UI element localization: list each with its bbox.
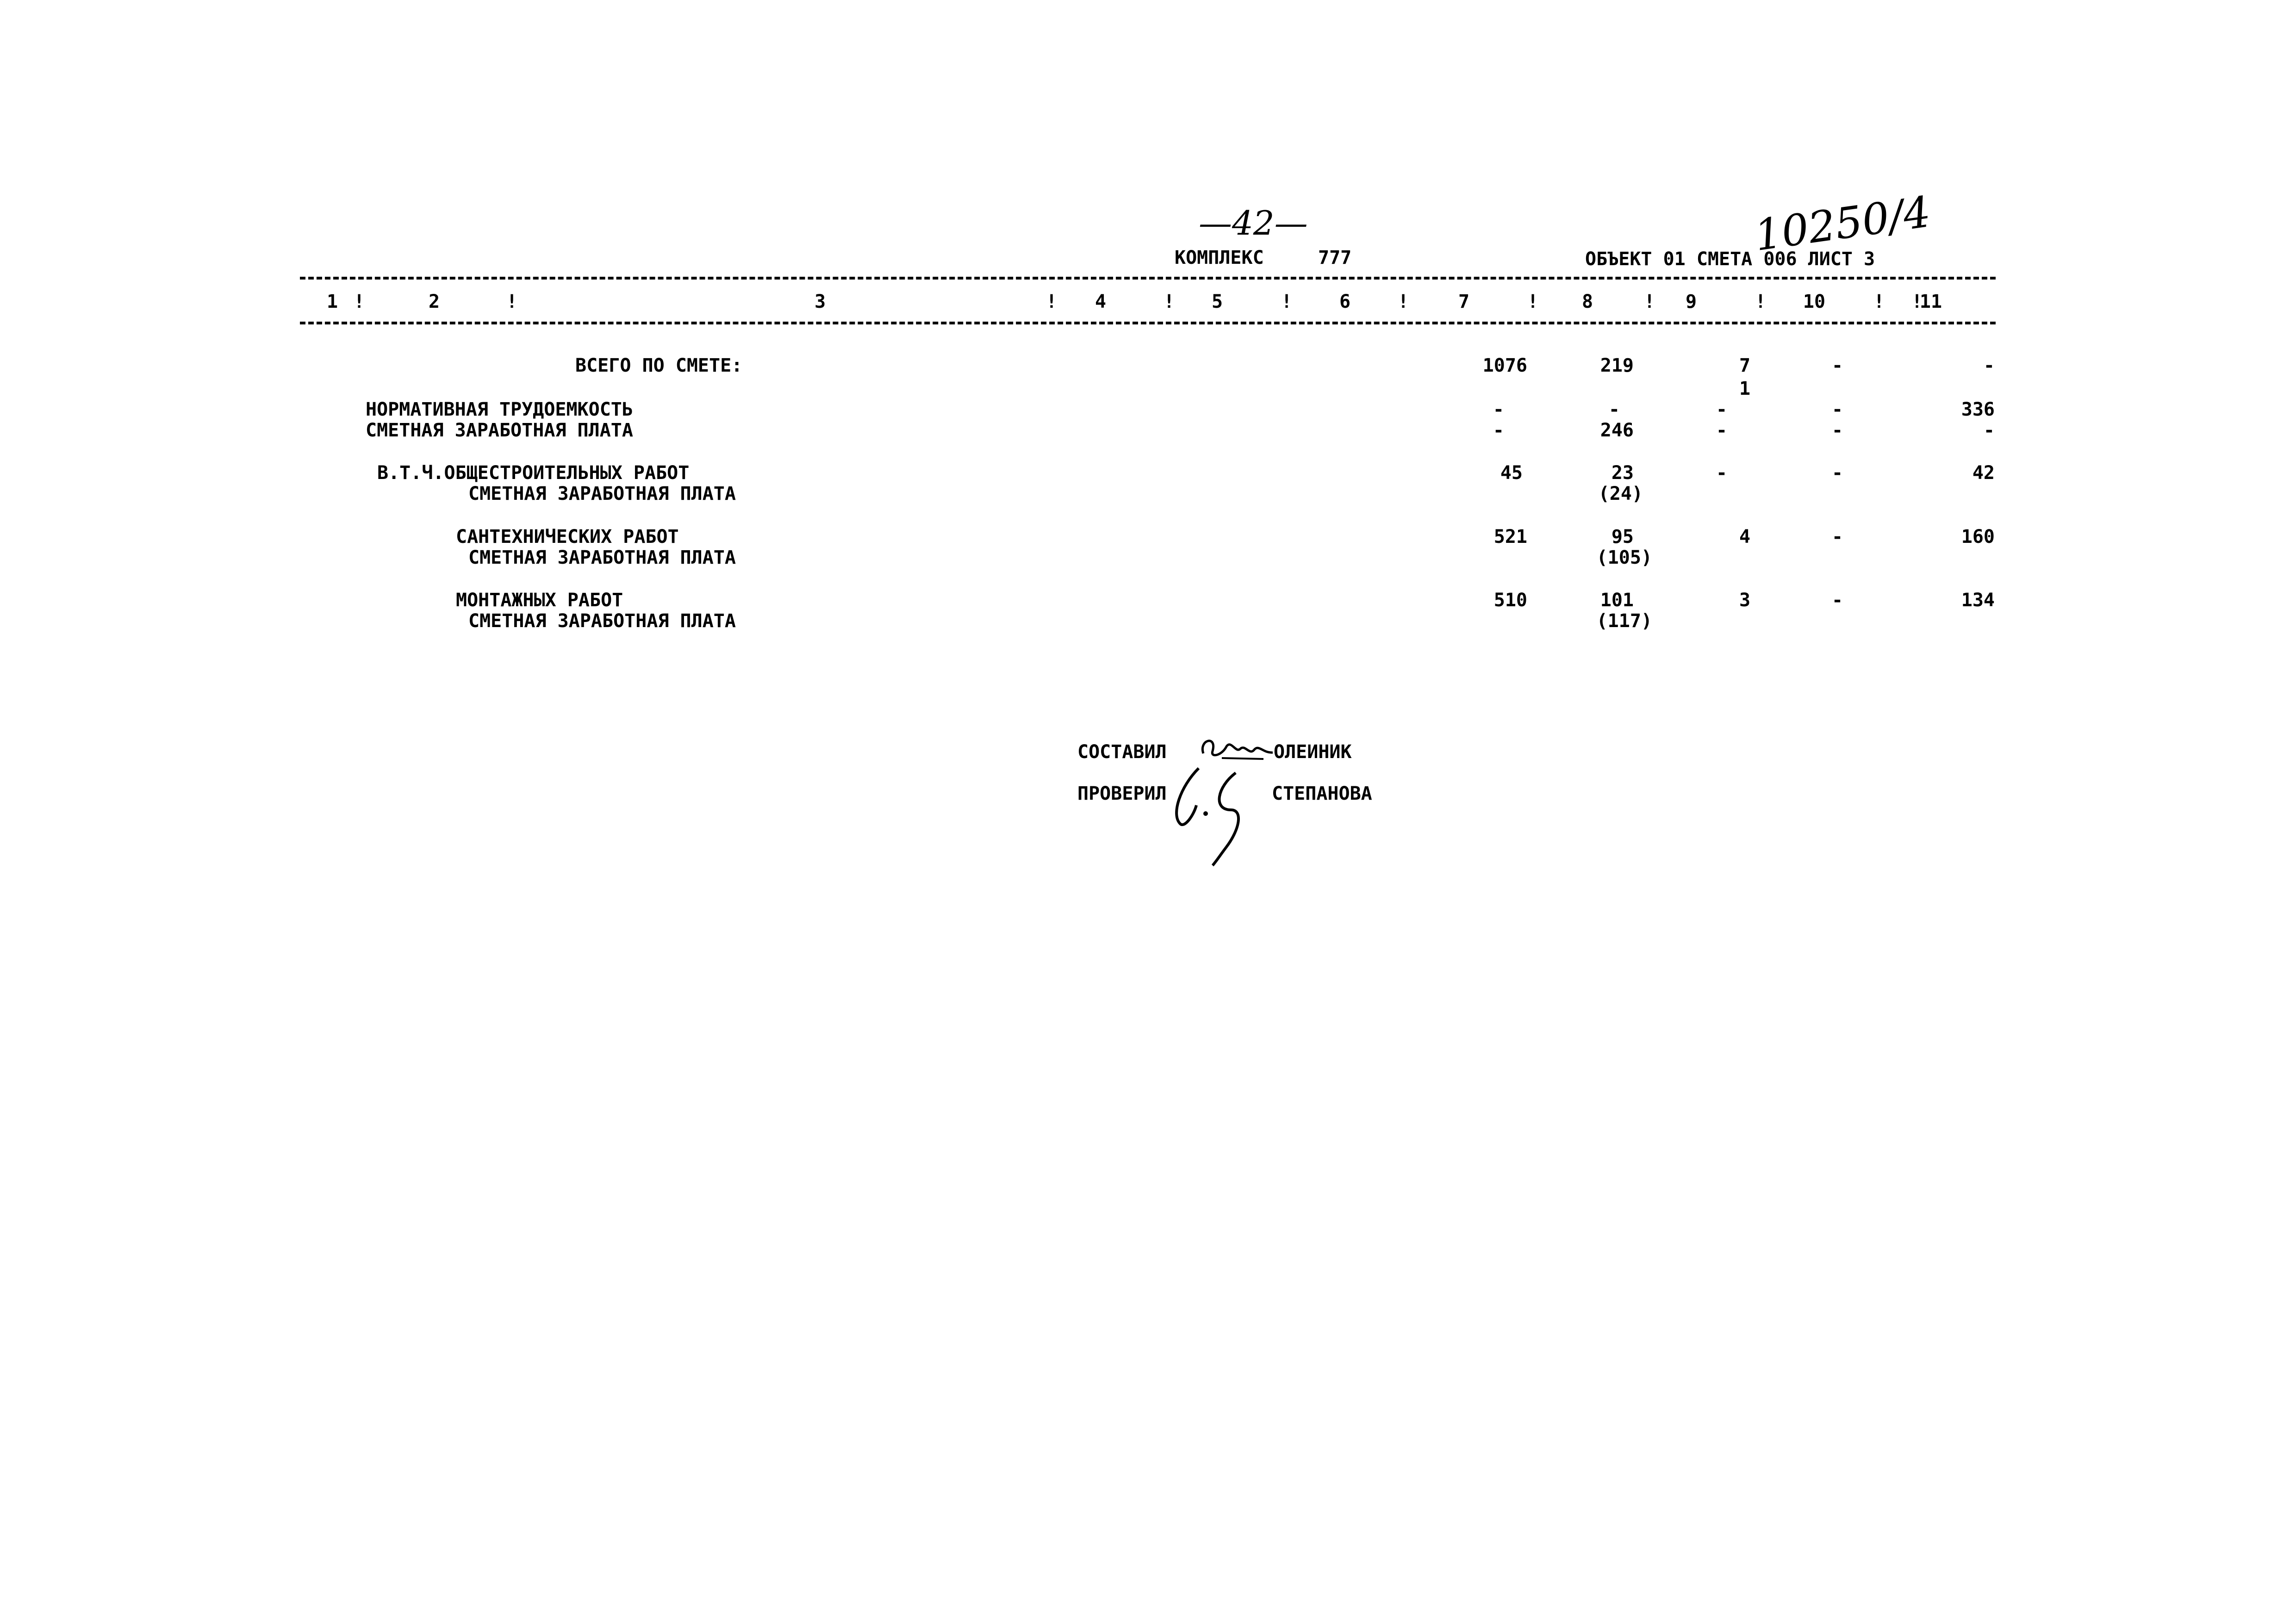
column-number: 6: [1339, 291, 1351, 312]
cell-col7: 45: [1500, 462, 1523, 484]
cell-col8: -: [1608, 399, 1620, 420]
column-separator: !: [354, 291, 365, 312]
column-number: 9: [1685, 291, 1697, 312]
cell-col8: 101: [1600, 590, 1634, 611]
row-label: НОРМАТИВНАЯ ТРУДОЕМКОСТЬ: [366, 399, 633, 420]
cell-col10: -: [1831, 399, 1843, 420]
column-number: 8: [1581, 291, 1593, 312]
row-label: МОНТАЖНЫХ РАБОТ: [456, 590, 623, 611]
cell-col8-salary: (24): [1598, 483, 1643, 504]
compiled-by-name: ОЛЕИНИК: [1274, 741, 1352, 763]
column-number: 2: [428, 291, 440, 312]
column-number: 7: [1458, 291, 1470, 312]
cell-col8: 219: [1600, 355, 1634, 376]
row-label: В.Т.Ч.ОБЩЕСТРОИТЕЛЬНЫХ РАБОТ: [377, 462, 690, 484]
column-number: 5: [1211, 291, 1223, 312]
cell-col9: 7: [1739, 355, 1751, 376]
column-separator: !: [1164, 291, 1175, 312]
cell-col11: -: [1983, 420, 1995, 441]
cell-col9: -: [1716, 462, 1728, 484]
checked-signature: [1162, 759, 1263, 865]
cell-col9-second: 1: [1739, 378, 1751, 399]
header-rule-top: [300, 277, 1996, 280]
cell-col9: 3: [1739, 590, 1751, 611]
complex-label: КОМПЛЕКС: [1175, 247, 1264, 268]
registration-number: 10250/4: [1751, 187, 1934, 261]
cell-col10: -: [1831, 355, 1843, 376]
column-separator: !: [1911, 291, 1923, 312]
row-sublabel: СМЕТНАЯ ЗАРАБОТНАЯ ПЛАТА: [468, 483, 736, 504]
column-separator: !: [1046, 291, 1058, 312]
column-separator: !: [1644, 291, 1655, 312]
cell-col7: -: [1493, 399, 1504, 420]
row-label: САНТЕХНИЧЕСКИХ РАБОТ: [456, 526, 679, 547]
cell-col8: 95: [1611, 526, 1634, 547]
row-sublabel: СМЕТНАЯ ЗАРАБОТНАЯ ПЛАТА: [468, 547, 736, 568]
object-sheet-line: ОБЪЕКТ 01 СМЕТА 006 ЛИСТ 3: [1585, 249, 1875, 270]
cell-col10: -: [1831, 420, 1843, 441]
column-separator: !: [1755, 291, 1767, 312]
header-rule-bottom: [300, 322, 1996, 324]
column-separator: !: [506, 291, 518, 312]
cell-col7: 1076: [1482, 355, 1527, 376]
cell-col8-salary: (117): [1596, 610, 1652, 632]
cell-col8: 23: [1611, 462, 1634, 484]
cell-col11: 336: [1961, 399, 1995, 420]
row-sublabel: СМЕТНАЯ ЗАРАБОТНАЯ ПЛАТА: [468, 610, 736, 632]
checked-by-label: ПРОВЕРИЛ: [1077, 783, 1167, 804]
cell-col11: 160: [1961, 526, 1995, 547]
cell-col10: -: [1831, 590, 1843, 611]
cell-col7: -: [1493, 420, 1504, 441]
cell-col11: 42: [1972, 462, 1995, 484]
column-separator: !: [1527, 291, 1539, 312]
complex-number: 777: [1318, 247, 1352, 268]
column-separator: !: [1873, 291, 1885, 312]
cell-col9: -: [1716, 399, 1728, 420]
row-label: СМЕТНАЯ ЗАРАБОТНАЯ ПЛАТА: [366, 420, 633, 441]
column-number: 1: [326, 291, 338, 312]
column-separator: !: [1281, 291, 1293, 312]
cell-col10: -: [1831, 526, 1843, 547]
cell-col7: 521: [1493, 526, 1527, 547]
column-number: 3: [814, 291, 826, 312]
cell-col9: -: [1716, 420, 1728, 441]
checked-by-name: СТЕПАНОВА: [1272, 783, 1372, 804]
column-separator: !: [1398, 291, 1409, 312]
column-number: 10: [1803, 291, 1826, 312]
cell-col10: -: [1831, 462, 1843, 484]
column-number: 4: [1095, 291, 1107, 312]
compiled-by-label: СОСТАВИЛ: [1077, 741, 1167, 763]
column-number: 11: [1919, 291, 1942, 312]
cell-col8: 246: [1600, 420, 1634, 441]
cell-col11: 134: [1961, 590, 1995, 611]
cell-col8-salary: (105): [1596, 547, 1652, 568]
cell-col11: -: [1983, 355, 1995, 376]
page-number: —42—: [1199, 204, 1308, 243]
row-label: ВСЕГО ПО СМЕТЕ:: [575, 355, 743, 376]
cell-col7: 510: [1493, 590, 1527, 611]
cell-col9: 4: [1739, 526, 1751, 547]
